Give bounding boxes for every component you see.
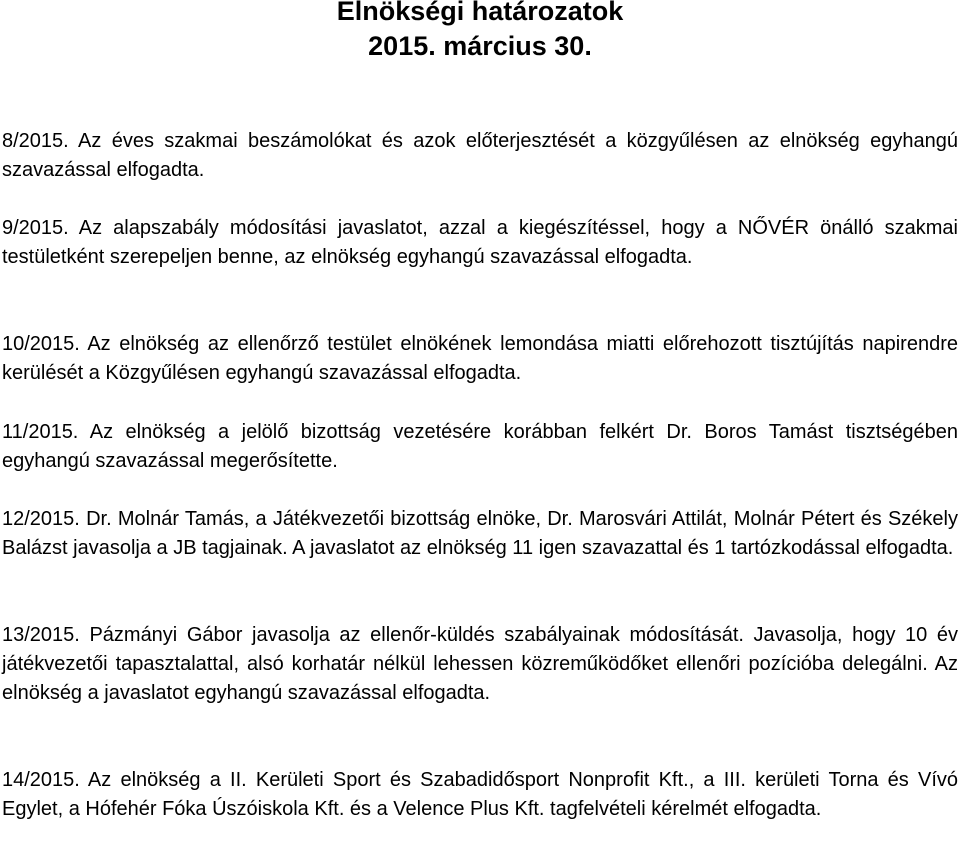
resolution-8-2015: 8/2015. Az éves szakmai beszámolókat és azok előterjesztését a közgyűlésen az elnökség egyhangú szavazással elfogadta. — [2, 130, 958, 182]
resolution-12-2015: 12/2015. Dr. Molnár Tamás, a Játékvezetői bizottság elnöke, Dr. Marosvári Attilát, Molnár Pétert és Székely Balázst javasolja a JB tagjainak. A javaslatot az elnökség 11 igen szavazattal és 1 tartózkodással elfogadta. — [2, 508, 958, 560]
resolution-11-2015: 11/2015. Az elnökség a jelölő bizottság vezetésére korábban felkért Dr. Boros Tamást tisztségében egyhangú szavazással megerősítette. — [2, 421, 958, 473]
document-title: Elnökségi határozatok — [336, 0, 624, 26]
document-date: 2015. március 30. — [368, 31, 592, 61]
resolution-10-2015: 10/2015. Az elnökség az ellenőrző testület elnökének lemondása miatti előrehozott tisztújítás napirendre kerülését a Közgyűlésen egyhangú szavazással elfogadta. — [2, 333, 958, 385]
resolution-13-2015: 13/2015. Pázmányi Gábor javasolja az ellenőr-küldés szabályainak módosítását. Javasolja, hogy 10 év játékvezetői tapasztalattal, alsó korhatár nélkül lehessen közreműködőket ellenőri pozícióba delegálni. Az elnökség a javaslatot egyhangú szavazással elfogadta. — [2, 624, 958, 705]
resolution-14-2015: 14/2015. Az elnökség a II. Kerületi Sport és Szabadidősport Nonprofit Kft., a III. kerületi Torna és Vívó Egylet, a Hófehér Fóka Úszóiskola Kft. és a Velence Plus Kft. tagfelvételi kérelmét elfogadta. — [2, 769, 958, 821]
resolution-9-2015: 9/2015. Az alapszabály módosítási javaslatot, azzal a kiegészítéssel, hogy a NŐVÉR önálló szakmai testületként szerepeljen benne, az elnökség egyhangú szavazással elfogadta. — [2, 217, 958, 269]
document-header — [0, 0, 960, 64]
